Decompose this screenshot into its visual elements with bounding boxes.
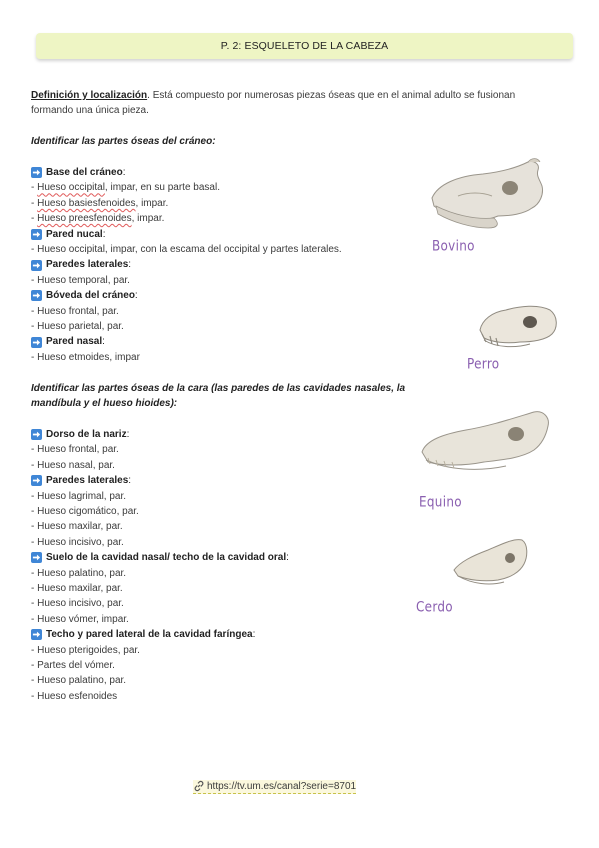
- list-item: - Hueso frontal, par.: [31, 444, 119, 456]
- section-heading: Pared nucal :: [31, 227, 561, 242]
- list-item: - Hueso maxilar, par.: [31, 582, 123, 594]
- arrow-right-icon: [31, 229, 42, 240]
- list-item: - Hueso preesfenoides, impar.: [31, 213, 165, 225]
- intro-lead: Definición y localización: [31, 90, 148, 101]
- arrow-right-icon: [31, 167, 42, 178]
- list-item: - Hueso cigomático, par.: [31, 505, 139, 517]
- link-icon: [193, 780, 205, 792]
- page-title: [36, 33, 573, 59]
- cranium-question: Identificar las partes óseas del cráneo:: [31, 136, 216, 148]
- list-item: - Hueso vómer, impar.: [31, 613, 129, 625]
- section-heading: Techo y pared lateral de la cavidad faríngea :: [31, 627, 561, 642]
- figure-label-equino: Equino: [419, 493, 462, 511]
- list-item: - Hueso maxilar, par.: [31, 521, 123, 533]
- figure-label-cerdo: Cerdo: [416, 598, 453, 616]
- section-techo-faringe: [31, 627, 561, 704]
- section-paredes-laterales: [31, 257, 561, 288]
- section-pared-nucal: [31, 227, 561, 258]
- arrow-right-icon: [31, 337, 42, 348]
- pig-skull-image: [450, 534, 530, 590]
- list-item: - Hueso temporal, par.: [31, 274, 130, 286]
- list-item: - Hueso palatino, par.: [31, 567, 127, 579]
- section-heading: Bóveda del cráneo :: [31, 288, 561, 303]
- list-item: - Hueso frontal, par.: [31, 305, 119, 317]
- list-item: - Hueso parietal, par.: [31, 321, 124, 333]
- arrow-right-icon: [31, 552, 42, 563]
- list-item: - Hueso basiesfenoides, impar.: [31, 197, 169, 209]
- section-heading: Paredes laterales :: [31, 257, 561, 272]
- arrow-right-icon: [31, 290, 42, 301]
- video-link[interactable]: [193, 780, 356, 794]
- intro-paragraph: [31, 88, 561, 119]
- bovine-skull-image: [428, 158, 548, 230]
- figure-label-perro: Perro: [467, 355, 500, 373]
- page-title-text: P. 2: ESQUELETO DE LA CABEZA: [220, 40, 389, 52]
- list-item: - Partes del vómer.: [31, 659, 115, 671]
- arrow-right-icon: [31, 260, 42, 271]
- intro-text-1: . Está compuesto por numerosas piezas óseas que en el animal adulto se fusionan: [147, 90, 516, 101]
- list-item: - Hueso occipital, impar, con la escama del occipital y partes laterales.: [31, 244, 342, 256]
- section-heading: Pared nasal :: [31, 334, 561, 349]
- figure-label-bovino: Bovino: [432, 237, 475, 255]
- list-item: - Hueso occipital, impar, en su parte basal.: [31, 182, 220, 194]
- list-item: - Hueso incisivo, par.: [31, 536, 124, 548]
- horse-skull-image: [418, 408, 554, 478]
- dog-skull-image: [476, 300, 560, 352]
- intro-text-2: formando una única pieza.: [31, 105, 149, 117]
- arrow-right-icon: [31, 475, 42, 486]
- section-heading: Suelo de la cavidad nasal/ techo de la cavidad oral :: [31, 550, 561, 565]
- list-item: - Hueso palatino, par.: [31, 675, 127, 687]
- arrow-right-icon: [31, 429, 42, 440]
- list-item: - Hueso incisivo, par.: [31, 598, 124, 610]
- arrow-right-icon: [31, 629, 42, 640]
- list-item: - Hueso esfenoides: [31, 690, 118, 702]
- list-item: - Hueso pterigoides, par.: [31, 644, 140, 656]
- list-item: - Hueso nasal, par.: [31, 459, 115, 471]
- section-heading: Base del cráneo :: [31, 165, 561, 180]
- face-question: Identificar las partes óseas de la cara (las paredes de las cavidades nasales, la mandíbula y el hueso hioides):: [31, 382, 406, 410]
- section-heading: Paredes laterales :: [31, 473, 561, 488]
- list-item: - Hueso lagrimal, par.: [31, 490, 127, 502]
- section-heading: Dorso de la nariz :: [31, 427, 561, 442]
- video-link-text[interactable]: https://tv.um.es/canal?serie=8701: [207, 780, 357, 792]
- list-item: - Hueso etmoides, impar: [31, 351, 140, 363]
